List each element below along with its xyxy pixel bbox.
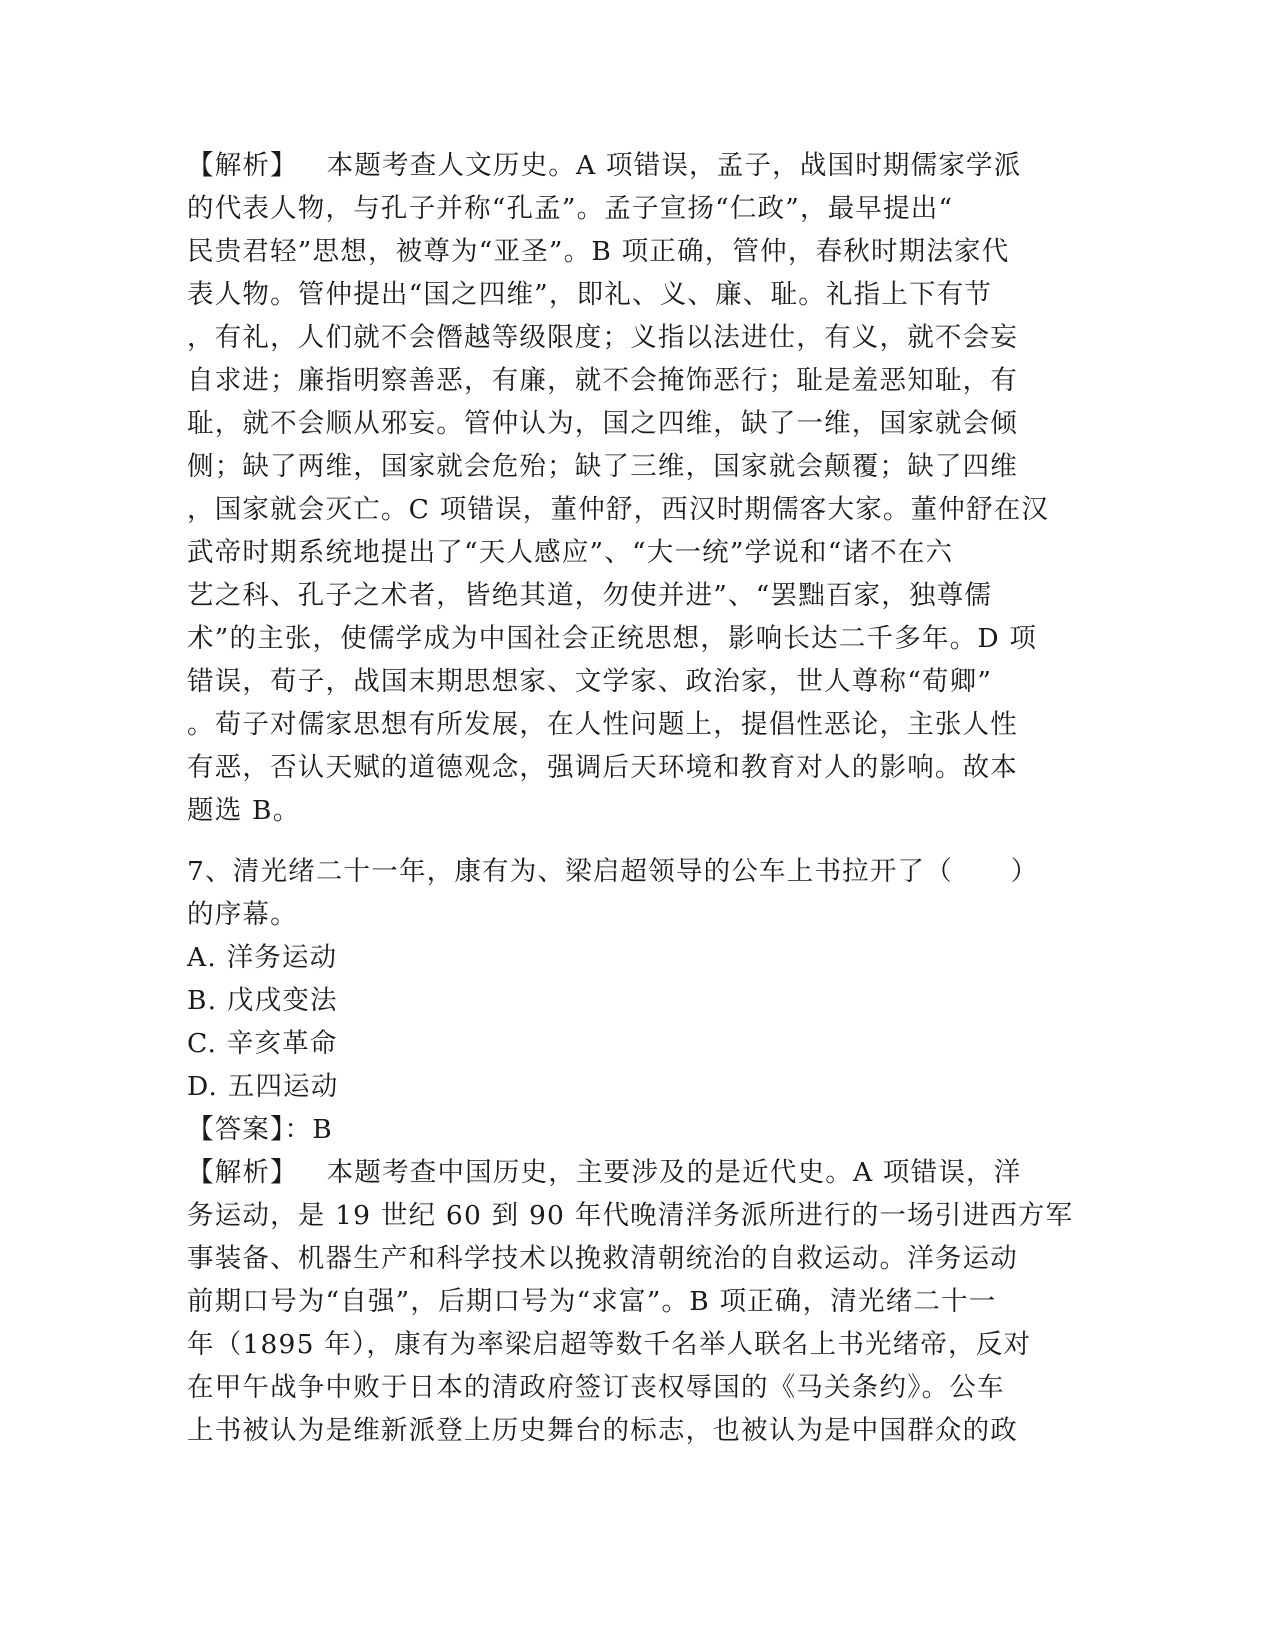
answer-line: 【答案】：B [187,1114,333,1145]
text-line: 【解析】 本题考查中国历史，主要涉及的是近代史。A 项错误，洋 [187,1157,1022,1188]
text-line: 年（1895 年），康有为率梁启超等数千名举人联名上书光绪帝，反对 [187,1329,1032,1360]
text-line: 上书被认为是维新派登上历史舞台的标志，也被认为是中国群众的政 [187,1415,1018,1446]
text-line: 侧；缺了两维，国家就会危殆；缺了三维，国家就会颠覆；缺了四维 [187,451,1018,482]
text-line: 自求进；廉指明察善恶，有廉，就不会掩饰恶行；耻是羞恶知耻，有 [187,365,1018,396]
text-line: 在甲午战争中败于日本的清政府签订丧权辱国的《马关条约》。公车 [187,1372,1005,1403]
question-7 [187,850,1077,1151]
text-line: 。荀子对儒家思想有所发展，在人性问题上，提倡性恶论，主张人性 [187,709,1018,740]
option-c: C. 辛亥革命 [187,1028,338,1059]
option-b: B. 戊戌变法 [187,985,338,1016]
text-line: 的代表人物，与孔子并称“孔孟”。孟子宣扬“仁政”，最早提出“ [187,193,954,224]
text-line: 艺之科、孔子之术者，皆绝其道，勿使并进”、“罢黜百家，独尊儒 [187,580,993,611]
text-line: 耻，就不会顺从邪妄。管仲认为，国之四维，缺了一维，国家就会倾 [187,408,1018,439]
text-line: 术”的主张，使儒学成为中国社会正统思想，影响长达二千多年。D 项 [187,623,1038,654]
option-a: A. 洋务运动 [187,942,338,973]
text-line: ，有礼，人们就不会僭越等级限度；义指以法进仕，有义，就不会妄 [187,322,1018,353]
text-line: 事装备、机器生产和科学技术以挽救清朝统治的自救运动。洋务运动 [187,1243,1018,1274]
text-line: 前期口号为“自强”，后期口号为“求富”。B 项正确，清光绪二十一 [187,1286,997,1317]
text-line: 民贵君轻”思想，被尊为“亚圣”。B 项正确，管仲，春秋时期法家代 [187,236,1010,267]
analysis-q7 [187,1151,1077,1452]
question-stem-line: 7、清光绪二十一年，康有为、梁启超领导的公车上书拉开了（ ） [187,856,1039,887]
text-line: 有恶，否认天赋的道德观念，强调后天环境和教育对人的影响。故本 [187,752,1018,783]
text-line: 武帝时期系统地提出了“天人感应”、“大一统”学说和“诸不在六 [187,537,954,568]
analysis-q6 [187,144,1077,832]
text-line: 【解析】 本题考查人文历史。A 项错误，孟子，战国时期儒家学派 [187,150,1022,181]
text-line: 表人物。管仲提出“国之四维”，即礼、义、廉、耻。礼指上下有节 [187,279,993,310]
document-body [187,144,1077,1452]
text-line: 题选 B。 [187,795,301,826]
text-line: 错误，荀子，战国末期思想家、文学家、政治家，世人尊称“荀卿” [187,666,993,697]
text-line: ，国家就会灭亡。C 项错误，董仲舒，西汉时期儒客大家。董仲舒在汉 [187,494,1050,525]
paragraph-gap [187,832,1077,850]
text-line: 务运动，是 19 世纪 60 到 90 年代晚清洋务派所进行的一场引进西方军 [187,1200,1074,1231]
question-stem-line: 的序幕。 [187,899,298,930]
option-d: D. 五四运动 [187,1071,339,1102]
